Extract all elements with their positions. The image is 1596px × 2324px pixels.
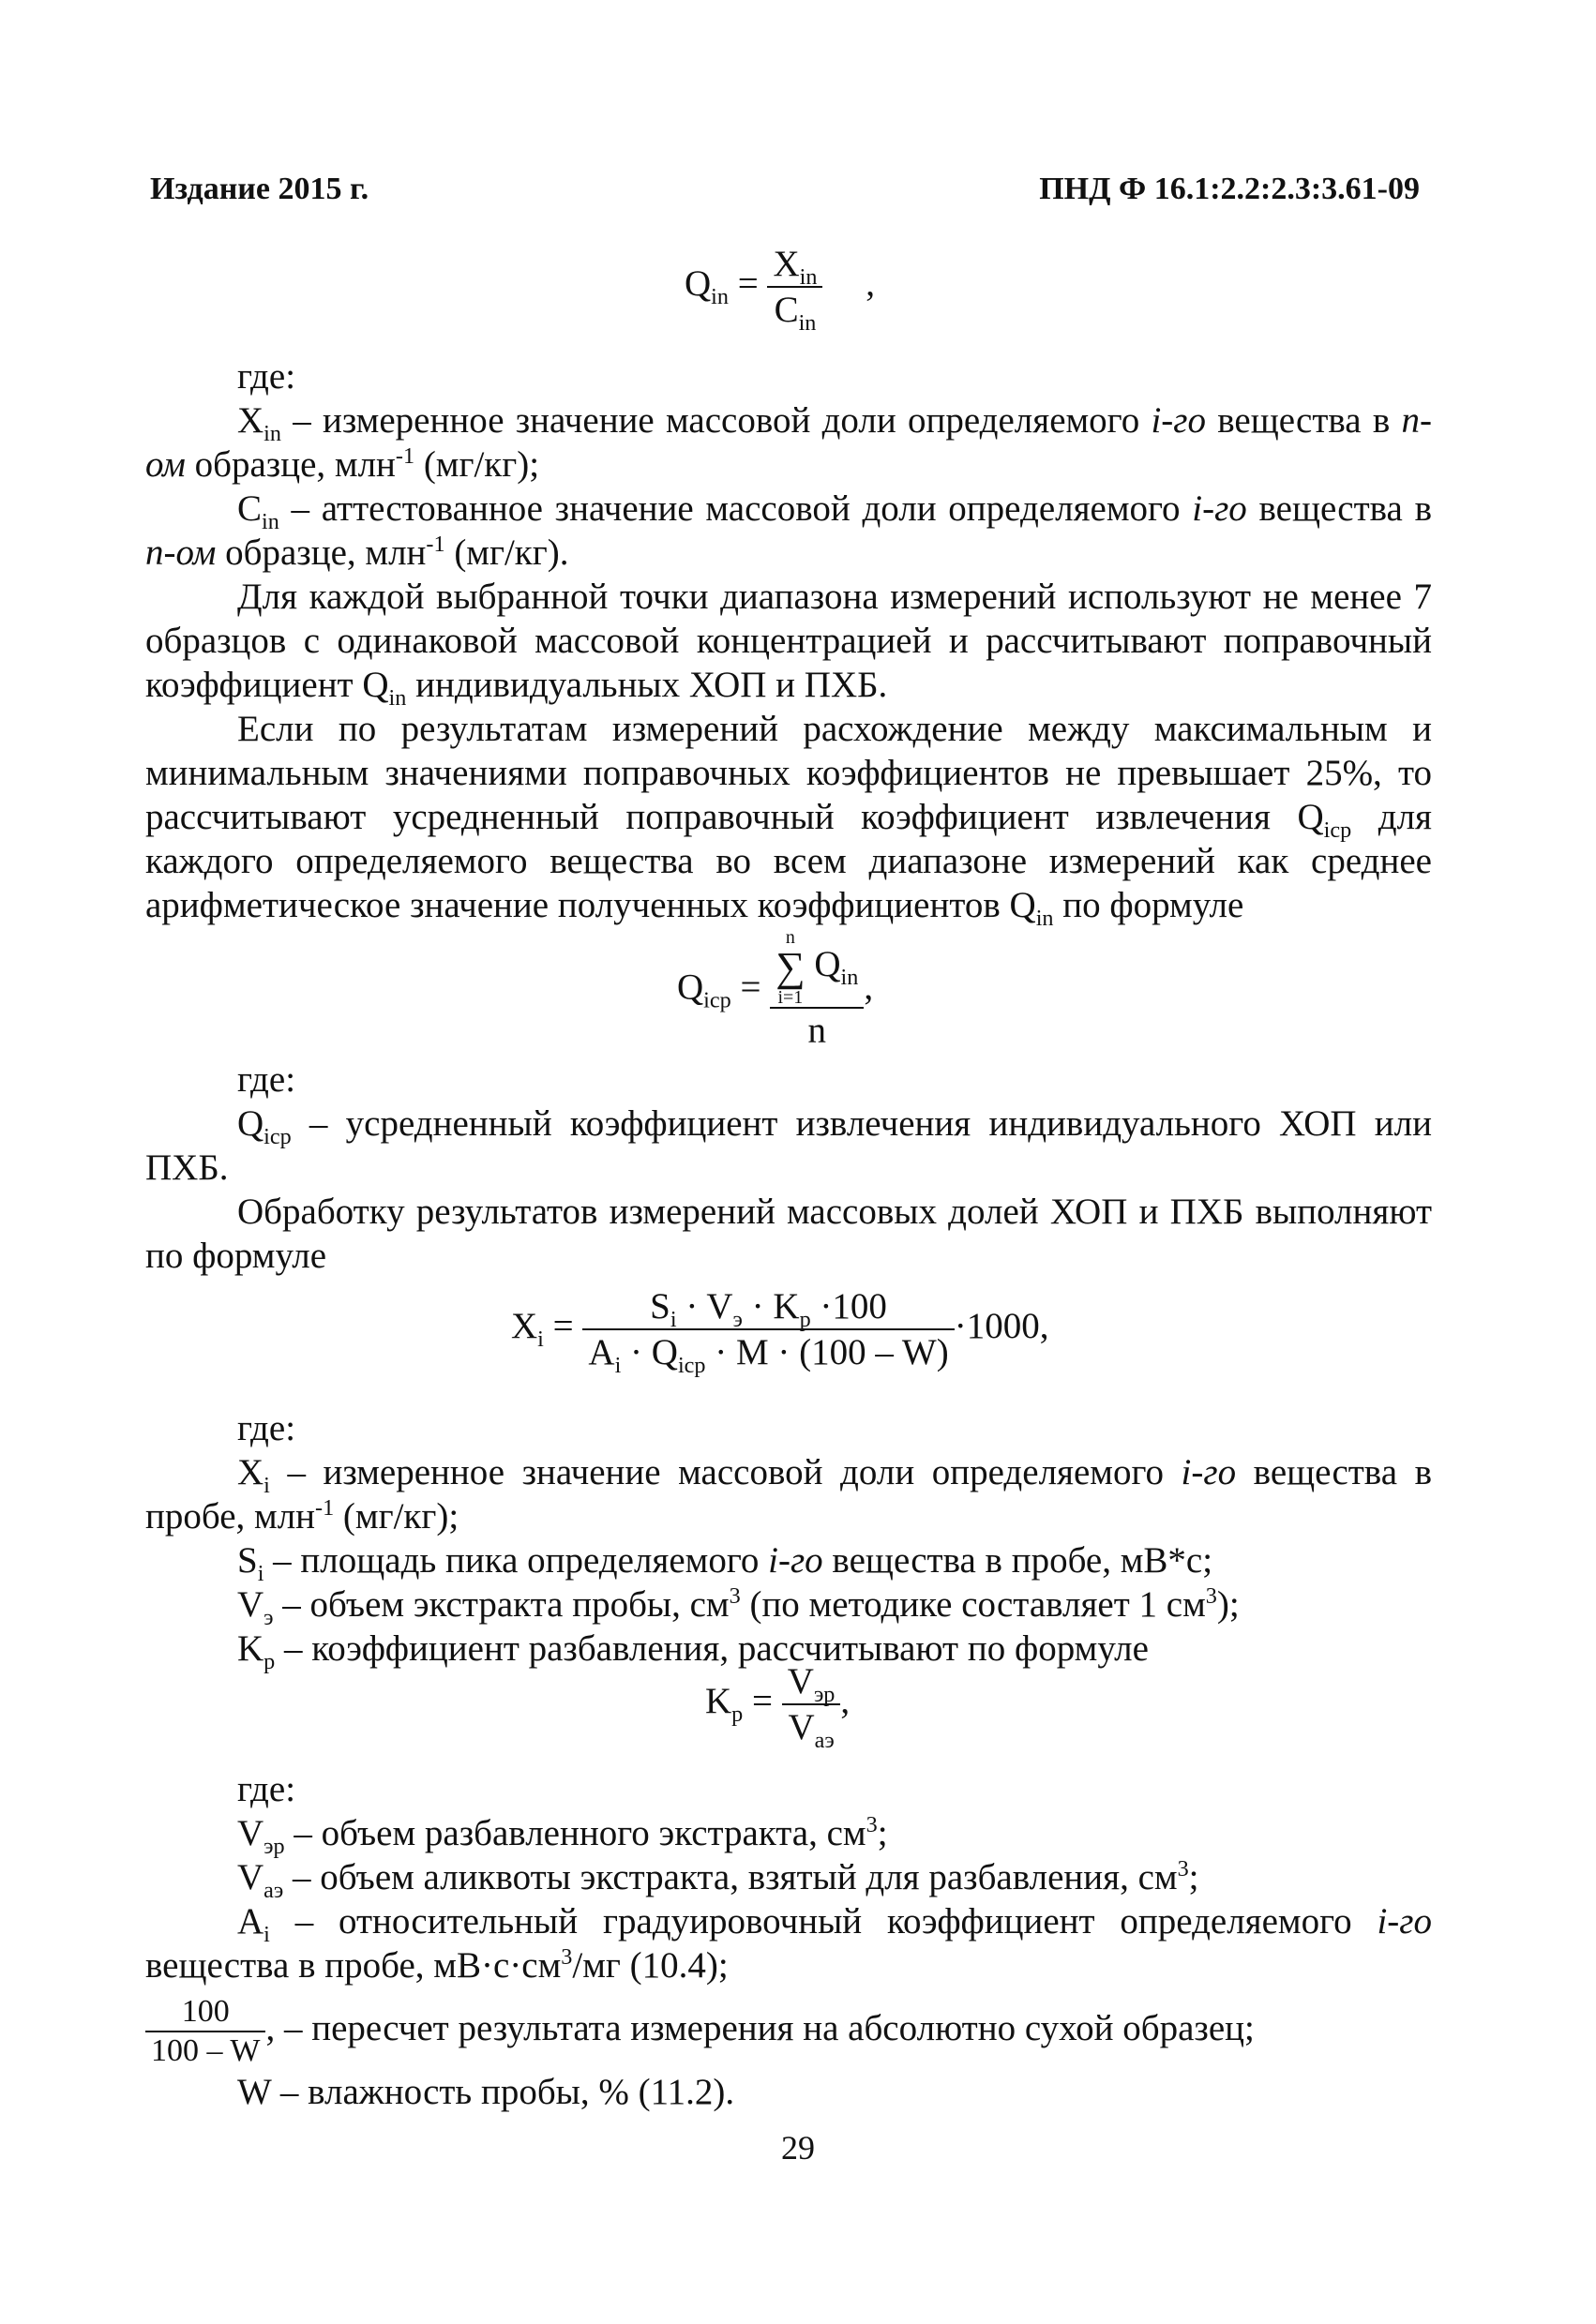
definitions-block-3 bbox=[145, 1406, 1432, 1674]
edition-header: Издание 2015 г. bbox=[150, 172, 369, 206]
paragraph-sample-count: Для каждой выбранной точки диапазона измерений используют не менее 7 образцов с одинаковой массовой концентрацией и рассчитывают поправочный коэффициент $Q_{in}$ индивидуальных ХОП и ПХБ. bbox=[145, 577, 1432, 711]
definition-v-e: $V_э$ – объем экстракта пробы, $см^3$ (по методике составляет 1 $см^3$); bbox=[237, 1583, 1240, 1630]
definitions-block-1 bbox=[145, 354, 1432, 931]
definition-dry-correction: $\frac{100}{100 - W}$ , – пересчет результата измерения на абсолютно сухой образец; bbox=[145, 1993, 1432, 2070]
page-number: 29 bbox=[781, 2129, 815, 2167]
formula-x-i: $X_i$ = $\frac{S_i \cdot V_э \cdot K_p \cdot 100}{A_i \cdot Q_{iср} \cdot M \cdot (100 - W)}$ ·1000, bbox=[511, 1286, 1049, 1378]
definition-x-in: $X_{in}$ – измеренное значение массовой доли определяемого i-го вещества в n-ом образце, млн$^{-1}$ (мг/кг); bbox=[145, 400, 1432, 485]
formula-q-icp: $Q_{iср}$ = n ∑ i=1 $Q_{in}$ n , bbox=[677, 927, 874, 1051]
paragraph-average-coefficient: Если по результатам измерений расхождение между максимальным и минимальным значениями поправочных коэффициентов не превышает 25%, то рассчитывают усредненный поправочный коэффициент извлечения $Q_{iср}$ для каждого определяемого вещества во всем диапазоне измерений как среднее арифметическое значение полученных коэффициентов $Q_{in}$ по формуле bbox=[145, 709, 1432, 931]
where-label: где: bbox=[237, 356, 296, 397]
formula-k-p: $K_p$ = $\frac{V_{эр}}{V_{аэ}}$ , bbox=[705, 1661, 851, 1753]
definition-v-ae: $V_{аэ}$ – объем аликвоты экстракта, взятый для разбавления, $см^3$; bbox=[237, 1856, 1199, 1903]
formula-q-in: $Q_{in}$ = $\frac{X_{in}}{C_{in}}$ , bbox=[685, 244, 875, 336]
definition-c-in: $C_{in}$ – аттестованное значение массовой доли определяемого i-го вещества в n-ом образце, млн$^{-1}$ (мг/кг). bbox=[145, 488, 1432, 573]
definition-k-p: $K_p$ – коэффициент разбавления, рассчитывают по формуле bbox=[237, 1628, 1149, 1674]
definition-w: W – влажность пробы, % (11.2). bbox=[237, 2072, 735, 2112]
where-label: где: bbox=[237, 1059, 296, 1100]
definitions-block-2 bbox=[145, 1057, 1432, 1278]
definitions-block-4 bbox=[145, 1767, 1432, 2114]
definition-x-i: $X_i$ – измеренное значение массовой доли определяемого i-го вещества в пробе, млн$^{-1}$ (мг/кг); bbox=[145, 1452, 1432, 1537]
where-label: где: bbox=[237, 1769, 296, 1809]
definition-a-i: $A_i$ – относительный градуировочный коэффициент определяемого i-го вещества в пробе, $мВ\cdot с\cdot см^3/мг$ (10.4); bbox=[145, 1901, 1432, 1986]
definition-q-icp: $Q_{iср}$ – усредненный коэффициент извлечения индивидуального ХОП или ПХБ. bbox=[145, 1103, 1432, 1188]
paragraph-processing: Обработку результатов измерений массовых долей ХОП и ПХБ выполняют по формуле bbox=[145, 1192, 1432, 1276]
document-code-header: ПНД Ф 16.1:2.2:2.3:3.61-09 bbox=[1039, 172, 1420, 206]
definition-v-er: $V_{эр}$ – объем разбавленного экстракта, $см^3$; bbox=[237, 1812, 888, 1859]
definition-s-i: $S_i$ – площадь пика определяемого i-го вещества в пробе, мВ*с; bbox=[237, 1540, 1213, 1586]
where-label: где: bbox=[237, 1408, 296, 1448]
